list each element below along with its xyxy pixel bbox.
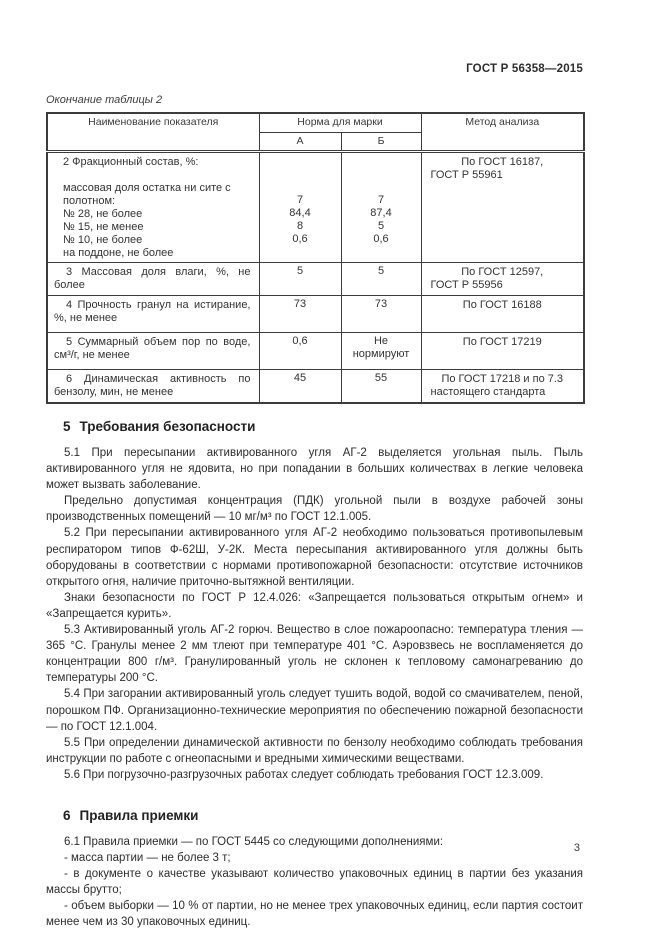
value-cell-mark-a: 45 — [259, 369, 341, 403]
fraction-item-label: № 28, не более — [63, 207, 143, 220]
row-title: 2 Фракционный состав, %: — [63, 155, 199, 168]
paragraph: - в документе о качестве указывают количество упаковочных единиц в партии без указания массы брутто; — [46, 868, 583, 897]
row-label-cell: 4 Прочность гранул на истирание, %, не менее — [47, 295, 259, 332]
fraction-item-label: на поддоне, не более — [63, 246, 174, 259]
row-label-cell: 5 Суммарный объем пор по воде, см³/г, не менее — [47, 332, 259, 369]
section-title: Требования безопасности — [79, 419, 256, 434]
fraction-item-label: № 15, не менее — [63, 220, 144, 233]
paragraph: Знаки безопасности по ГОСТ Р 12.4.026: «Запрещается пользоваться открытым огнем» и «Запрещается курить». — [46, 591, 583, 620]
paragraph: 5.1 При пересыпании активированного угля АГ-2 выделяется угольная пыль. Пыль активированного угля не ядовита, но при попадании в больших количествах в легкие человека может вызвать заболевание. — [46, 447, 583, 492]
table-caption: Окончание таблицы 2 — [46, 94, 163, 106]
characteristics-table — [46, 112, 585, 404]
paragraph: 5.3 Активированный уголь АГ-2 горюч. Вещество в слое пожароопасно: температура тления — 365 °С. Гранулы менее 2 мм тлеют при температуре 401 °С. Аэровзвесь не воспламеняется до концентрации 800 г/м³. Гранулированный уголь не склонен к тепловому самонагреванию до температуры 200 °С. — [46, 624, 583, 685]
fraction-item-label: № 10, не более — [63, 233, 143, 246]
paragraph: 5.4 При загорании активированный уголь следует тушить водой, водой со смачивателем, пеной, порошком ПФ. Организационно-технические мероприятия по обеспечению пожарной безопасности — по ГОСТ 12.1.004. — [46, 688, 583, 733]
value-b: 87,4 — [370, 206, 392, 219]
method-line: ГОСТ Р 55956 — [430, 278, 503, 291]
value-cell-mark-a: 5 — [259, 262, 341, 295]
spacer — [63, 169, 255, 182]
row-label-cell — [47, 151, 259, 262]
value-cell-mark-a: 0,6 — [259, 332, 341, 369]
method-line: По ГОСТ 17218 и по 7.3 — [441, 372, 564, 385]
value-cell-mark-b: Не нормируют — [341, 332, 421, 369]
page-number: 3 — [573, 842, 580, 854]
value-b: 7 — [377, 193, 385, 206]
method-line: настоящего стандарта — [430, 385, 546, 398]
row-label-cell: 6 Динамическая активность по бензолу, мин, не менее — [47, 369, 259, 403]
section-number: 6 — [63, 807, 71, 823]
value-a: 0,6 — [292, 232, 308, 245]
table-row-moisture — [47, 262, 584, 295]
table-row-granule-strength — [47, 295, 584, 332]
value-cell-mark-b: 73 — [341, 295, 421, 332]
section-acceptance-rules — [46, 808, 583, 931]
paragraph: - объем выборки — 10 % от партии, но не менее трех упаковочных единиц, если партия состоит менее чем из 30 упаковочных единиц. — [46, 900, 583, 929]
table-row-pore-volume — [47, 332, 584, 369]
method-cell — [421, 262, 584, 295]
paragraph: 5.5 При определении динамической активности по бензолу необходимо соблюдать требования инструкции по работе с огнеопасными и вредными химическими веществами. — [46, 736, 583, 765]
method-cell — [421, 151, 584, 262]
spacer — [346, 155, 417, 194]
method-cell — [421, 369, 584, 403]
value-a: 84,4 — [289, 206, 311, 219]
value-b: 0,6 — [373, 232, 389, 245]
column-header-mark-b: Б — [341, 132, 421, 151]
section-heading — [63, 808, 583, 823]
value-a: 8 — [296, 219, 304, 232]
value-cell-mark-a — [259, 151, 341, 262]
value-cell-mark-b: 55 — [341, 369, 421, 403]
column-header-mark-a: А — [259, 132, 341, 151]
method-line: ГОСТ Р 55961 — [430, 168, 503, 181]
method-cell — [421, 332, 584, 369]
column-header-norm-group: Норма для марки — [259, 113, 421, 132]
value-cell-mark-b: 5 — [341, 262, 421, 295]
spacer — [264, 155, 337, 194]
section-number: 5 — [63, 419, 71, 434]
method-line: По ГОСТ 17219 — [462, 335, 542, 348]
row-label-cell: 3 Массовая доля влаги, %, не более — [47, 262, 259, 295]
value-cell-mark-b — [341, 151, 421, 262]
paragraph: 5.6 При погрузочно-разгрузочных работах следует соблюдать требования ГОСТ 12.3.009. — [64, 768, 544, 781]
table-row-dynamic-activity — [47, 369, 584, 403]
method-line: По ГОСТ 12597, — [461, 265, 544, 278]
paragraph: - масса партии — не более 3 т; — [64, 852, 231, 865]
table-row-fraction-composition — [47, 151, 584, 262]
method-line: По ГОСТ 16188 — [462, 298, 542, 311]
column-header-name: Наименование показателя — [47, 113, 259, 151]
method-cell — [421, 295, 584, 332]
section-title: Правила приемки — [79, 807, 199, 823]
value-a: 7 — [296, 193, 304, 206]
table-header-row — [47, 113, 584, 132]
row-subtitle: массовая доля остатка ни сите с полотном: — [63, 181, 231, 207]
paragraph: 5.2 При пересыпании активированного угля АГ-2 необходимо пользоваться противопылевым респиратором типов Ф-62Ш, У-2К. Места пересыпания активированного угля должны быть оборудованы в соответствии с нормами противопожарной безопасности: отсутствие источников открытого огня, наличие приточно-вытяжной вентиляции. — [46, 527, 583, 588]
value-cell-mark-a: 73 — [259, 295, 341, 332]
value-b: 5 — [377, 219, 385, 232]
paragraph: Предельно допустимая концентрация (ПДК) угольной пыли в воздухе рабочей зоны производственных помещений — 10 мг/м³ по ГОСТ 12.1.005. — [46, 495, 583, 524]
paragraph: 6.1 Правила приемки — по ГОСТ 5445 со следующими дополнениями: — [64, 835, 444, 848]
method-line: По ГОСТ 16187, — [461, 155, 544, 168]
section-heading — [63, 419, 583, 434]
column-header-method: Метод анализа — [421, 113, 584, 151]
section-safety-requirements — [46, 419, 583, 783]
standard-reference: ГОСТ Р 56358—2015 — [466, 63, 583, 75]
